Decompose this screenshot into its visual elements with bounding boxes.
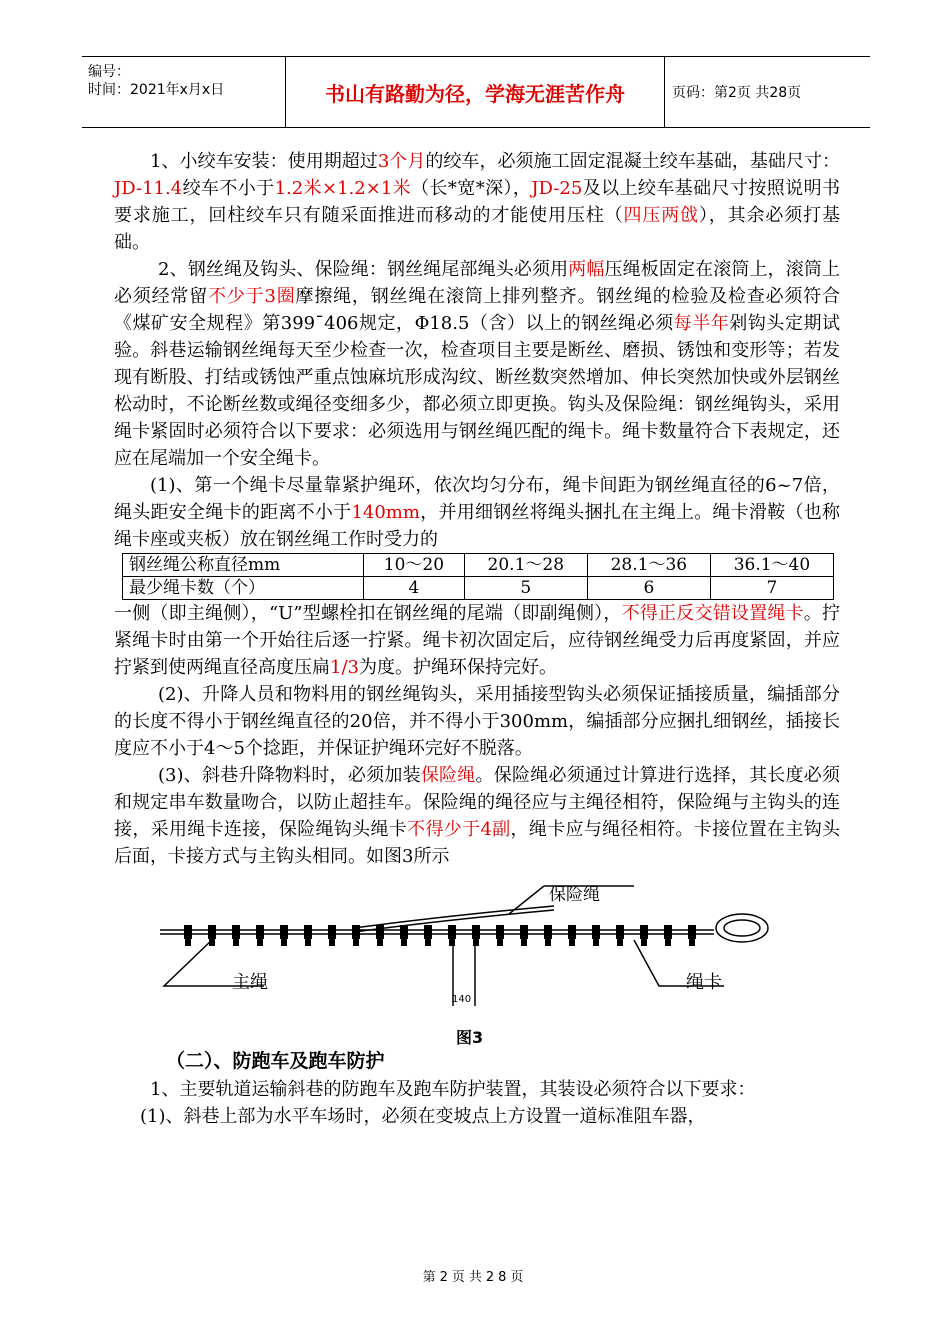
rope-clamp-mark (256, 925, 264, 939)
rope-clamp-bolt (641, 939, 647, 946)
rope-clamp-bolt (593, 939, 599, 946)
safety-rope-line (354, 906, 554, 928)
paragraph-clamp-1-cont: 一侧（即主绳侧），“U”型螺栓扣在钢丝绳的尾端（即副绳侧），不得正反交错设置绳卡。拧紧绳卡时由第一个开始往后逐一拧紧。绳卡初次固定后，应待钢丝绳受力后再度紧固，并应拧紧到使两绳直径高度压扁1/3为度。护绳环保持完好。 (114, 603, 841, 678)
rope-clamp-bolt (329, 939, 335, 946)
rope-clamp-mark (424, 925, 432, 939)
rope-clamp-mark (616, 925, 624, 939)
page-header (82, 56, 870, 128)
rope-clamp-bolt (497, 939, 503, 946)
rope-clamp-mark (448, 925, 456, 939)
paragraph-runaway-2: (1)、斜巷上部为水平车场时，必须在变坡点上方设置一道标准阻车器， (140, 1106, 706, 1127)
clamp-group (184, 925, 696, 946)
paragraph-clamp-2: (2)、升降人员和物料用的钢丝绳钩头，采用插接型钩头必须保证插接质量，编插部分的长度不得小于钢丝绳直径的20倍，并不得小于300mm，编插部分应捆扎细钢丝，插接长度应不小于4～5个捻距，并保证护绳环完好不脱落。 (114, 684, 840, 759)
rope-clamp-mark (328, 925, 336, 939)
rope-clamp-mark (568, 925, 576, 939)
figure-3 (114, 876, 840, 1046)
document-body (114, 148, 840, 1130)
rope-clamp-bolt (473, 939, 479, 946)
table-row: 钢丝绳公称直径mm 10～20 20.1～28 28.1～36 36.1～40 (123, 554, 834, 577)
rope-clamp-bolt (257, 939, 263, 946)
rope-clamp-mark (376, 925, 384, 939)
clamp-count-table (122, 553, 834, 600)
rope-clamp-mark (400, 925, 408, 939)
rope-clamp-bolt (617, 939, 623, 946)
paragraph-safety-rope: (3)、斜巷升降物料时，必须加装保险绳。保险绳必须通过计算进行选择，其长度必须和规定串车数量吻合，以防止超挂车。保险绳的绳径应与主绳径相符，保险绳与主钩头的连接，采用绳卡连接，保险绳钩头绳卡不得少于4副，绳卡应与绳径相符。卡接位置在主钩头后面，卡接方式与主钩头相同。如图3所示 (114, 765, 841, 867)
rope-clamp-bolt (305, 939, 311, 946)
section-title: （二）、防跑车及跑车防护 (166, 1050, 385, 1072)
rope-clamp-mark (496, 925, 504, 939)
figure-caption: 图3 (456, 1028, 484, 1047)
rope-clamp-bolt (689, 939, 695, 946)
rope-clamp-mark (352, 925, 360, 939)
label-safety-rope: 保险绳 (549, 885, 600, 905)
time-label: 时间：2021年x月x日 (88, 82, 225, 98)
label-main-rope: 主绳 (232, 972, 268, 993)
rope-clamp-mark (184, 925, 192, 939)
paragraph-clamp-1: (1)、第一个绳卡尽量靠紧护绳环，依次均匀分布，绳卡间距为钢丝绳直径的6~7倍，绳头距安全绳卡的距离不小于140mm，并用细钢丝将绳头捆扎在主绳上。绳卡滑鞍（也称绳卡座或夹板）放在钢丝绳工作时受力的 (114, 475, 841, 550)
rope-clamp-bolt (377, 939, 383, 946)
rope-clamp-bolt (569, 939, 575, 946)
rope-clamp-bolt (209, 939, 215, 946)
page-footer: 第2页共28页 (422, 1270, 528, 1285)
rope-clamp-mark (280, 925, 288, 939)
paragraph-winch: 1、小绞车安装：使用期超过3个月的绞车，必须施工固定混凝土绞车基础，基础尺寸：JD-11.4绞车不小于1.2米×1.2×1米（长*宽*深），JD-25及以上绞车基础尺寸按照说明书要求施工，回柱绞车只有随采面推进而移动的才能使用压柱（四压两戗），其余必须打基础。 (114, 151, 841, 253)
rope-clamp-bolt (545, 939, 551, 946)
rope-clamp-bolt (353, 939, 359, 946)
rope-clamp-mark (688, 925, 696, 939)
rope-clamp-mark (544, 925, 552, 939)
rope-clamp-mark (592, 925, 600, 939)
paragraph-runaway-1: 1、主要轨道运输斜巷的防跑车及跑车防护装置，其装设必须符合以下要求： (150, 1079, 756, 1100)
label-distance: 140 (452, 994, 472, 1005)
rope-clamp-bolt (185, 939, 191, 946)
label-clamp: 绳卡 (686, 972, 722, 993)
header-page-label: 页码：第2页 共28页 (672, 85, 802, 101)
rope-clamp-diagram (114, 876, 840, 1046)
rope-clamp-bolt (521, 939, 527, 946)
rope-clamp-mark (232, 925, 240, 939)
rope-clamp-bolt (281, 939, 287, 946)
rope-clamp-mark (640, 925, 648, 939)
rope-clamp-bolt (449, 939, 455, 946)
rope-clamp-bolt (233, 939, 239, 946)
serial-label: 编号： (88, 64, 130, 80)
paragraph-wire-rope: 2、钢丝绳及钩头、保险绳：钢丝绳尾部绳头必须用两幅压绳板固定在滚筒上，滚筒上必须经常留不少于3圈摩擦绳，钢丝绳在滚筒上排列整齐。钢丝绳的检验及检查必须符合《煤矿安全规程》第399¯406规定，Φ18.5（含）以上的钢丝绳必须每半年剁钩头定期试验。斜巷运输钢丝绳每天至少检查一次，检查项目主要是断丝、磨损、锈蚀和变形等；若发现有断股、打结或锈蚀严重点蚀麻坑形成沟纹、断丝数突然增加、伸长突然加快或外层钢丝松动时，不论断丝数或绳径变细多少，都必须立即更换。钩头及保险绳：钢丝绳钩头，采用绳卡紧固时必须符合以下要求：必须选用与钢丝绳匹配的绳卡。绳卡数量符合下表规定，还应在尾端加一个安全绳卡。 (114, 259, 841, 469)
table-row: 最少绳卡数（个） 4 5 6 7 (123, 577, 834, 600)
rope-clamp-bolt (425, 939, 431, 946)
header-motto: 书山有路勤为径，学海无涯苦作舟 (286, 57, 665, 127)
rope-clamp-mark (520, 925, 528, 939)
header-meta (82, 57, 286, 127)
rope-clamp-bolt (401, 939, 407, 946)
rope-clamp-mark (304, 925, 312, 939)
rope-clamp-mark (664, 925, 672, 939)
rope-clamp-mark (208, 925, 216, 939)
rope-clamp-mark (472, 925, 480, 939)
rope-clamp-bolt (665, 939, 671, 946)
